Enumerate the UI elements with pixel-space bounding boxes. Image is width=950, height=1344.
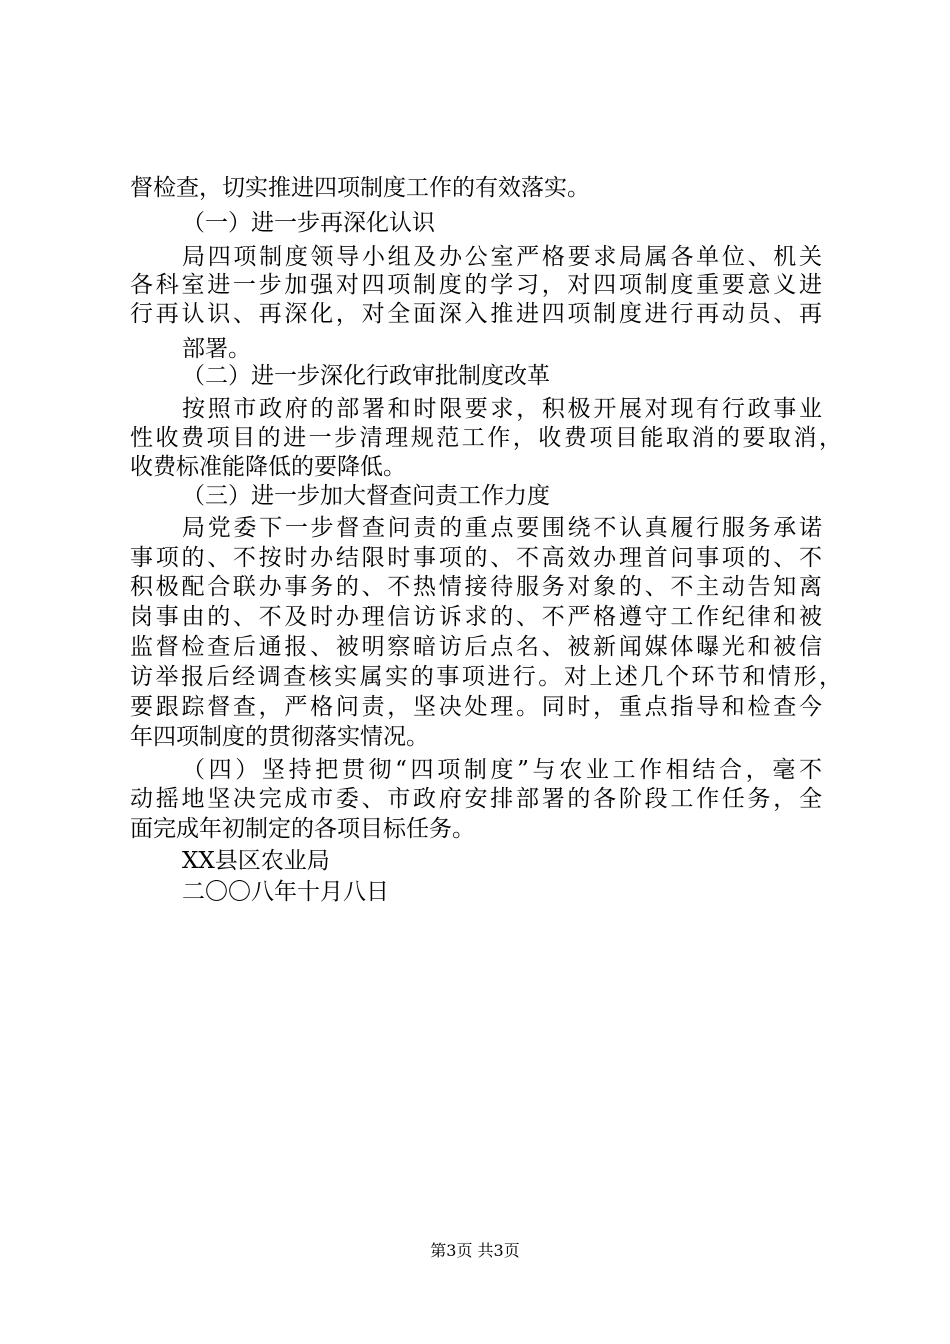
paragraph-line: 要跟踪督查，严格问责，坚决处理。同时，重点指导和检查今	[130, 694, 822, 720]
paragraph-line: 动摇地坚决完成市委、市政府安排部署的各阶段工作任务，全	[130, 786, 822, 812]
signature-organization: XX县区农业局	[182, 848, 330, 874]
paragraph-line: 性收费项目的进一步清理规范工作，收费项目能取消的要取消，	[130, 425, 842, 451]
section-heading-3: （三）进一步加大督查问责工作力度	[182, 483, 550, 509]
paragraph-line: 行再认识、再深化，对全面深入推进四项制度进行再动员、再	[130, 301, 822, 327]
paragraph-line: 岗事由的、不及时办理信访诉求的、不严格遵守工作纪律和被	[130, 604, 822, 630]
section-heading-2: （二）进一步深化行政审批制度改革	[182, 363, 550, 389]
section-heading-4: （四）坚持把贯彻“四项制度”与农业工作相结合，毫不	[182, 757, 822, 783]
paragraph-line: 局四项制度领导小组及办公室严格要求局属各单位、机关	[182, 244, 822, 270]
paragraph-line: 面完成年初制定的各项目标任务。	[130, 816, 475, 842]
paragraph-line: 部署。	[182, 336, 251, 362]
section-heading-1: （一）进一步再深化认识	[182, 210, 435, 236]
signature-date: 二〇〇八年十月八日	[182, 879, 389, 905]
paragraph-line: 收费标准能降低的要降低。	[130, 454, 406, 480]
paragraph-line: 积极配合联办事务的、不热情接待服务对象的、不主动告知离	[130, 574, 822, 600]
paragraph-line: 年四项制度的贯彻落实情况。	[130, 724, 429, 750]
paragraph-line: 访举报后经调查核实属实的事项进行。对上述几个环节和情形，	[130, 664, 842, 690]
paragraph-line: 督检查，切实推进四项制度工作的有效落实。	[130, 175, 590, 201]
page-number-footer: 第3页 共3页	[430, 1241, 520, 1260]
paragraph-line: 监督检查后通报、被明察暗访后点名、被新闻媒体曝光和被信	[130, 634, 822, 660]
paragraph-line: 各科室进一步加强对四项制度的学习，对四项制度重要意义进	[130, 272, 822, 298]
paragraph-line: 事项的、不按时办结限时事项的、不高效办理首问事项的、不	[130, 545, 822, 571]
paragraph-line: 局党委下一步督查问责的重点要围绕不认真履行服务承诺	[182, 515, 822, 541]
paragraph-line: 按照市政府的部署和时限要求，积极开展对现有行政事业	[182, 396, 822, 422]
